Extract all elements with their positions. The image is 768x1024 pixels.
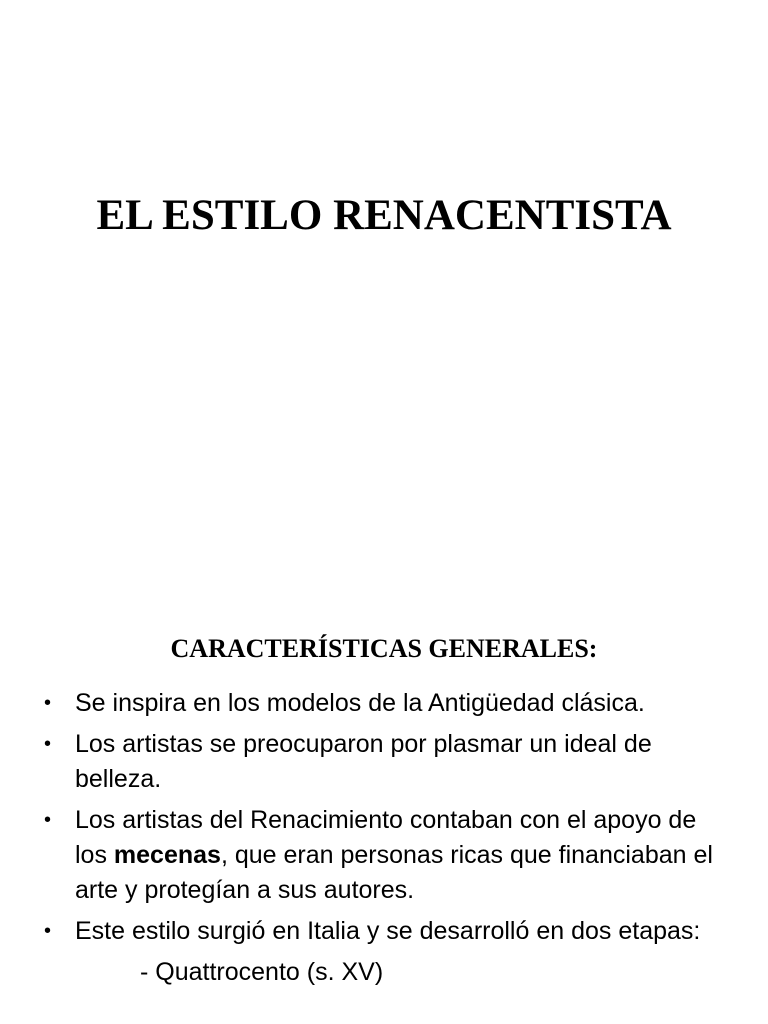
bullet-text: Los artistas se preocuparon por plasmar un ideal de belleza.: [75, 730, 652, 793]
list-item: [0, 686, 768, 721]
bullet-text: Se inspira en los modelos de la Antigüedad clásica.: [75, 689, 645, 717]
bullet-icon: •: [44, 692, 52, 714]
list-item: [0, 914, 768, 949]
sub-item-text: - Quattrocento (s. XV): [140, 958, 384, 986]
bullet-text-start: Los artistas del Renacimiento contaban con el apoyo de los: [75, 806, 697, 869]
list-item: [0, 727, 768, 797]
slide-title: EL ESTILO RENACENTISTA: [96, 192, 672, 239]
bullet-text: Este estilo surgió en Italia y se desarrolló en dos etapas:: [75, 917, 701, 945]
bold-term: mecenas: [113, 841, 221, 869]
bullet-icon: •: [44, 809, 52, 831]
bullet-text-end: , que eran personas ricas que financiaban el arte y protegían a sus autores.: [75, 841, 713, 904]
list-item: [0, 803, 768, 908]
bullet-icon: •: [44, 920, 52, 942]
section-heading: CARACTERÍSTICAS GENERALES:: [170, 634, 598, 663]
sub-list-item: [0, 955, 768, 990]
bullet-icon: •: [44, 733, 52, 755]
bullet-list: [0, 686, 768, 990]
